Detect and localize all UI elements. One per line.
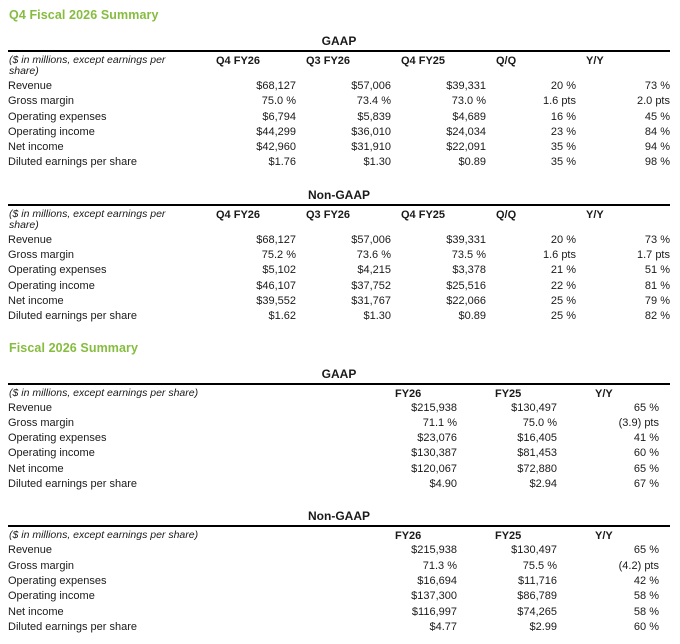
table-heading-non-gaap: Non-GAAP [308, 187, 370, 202]
cell-value: $25,516 [446, 279, 486, 292]
section-q4-fiscal-2026-summary [8, 8, 680, 325]
cell-value: 42 % [633, 574, 659, 587]
row-label: Operating income [8, 447, 95, 460]
cell-value: $86,789 [517, 590, 557, 603]
cell-value: $16,405 [517, 432, 557, 445]
row-label: Gross margin [8, 95, 75, 108]
column-header: FY26 [368, 384, 468, 401]
table-row [8, 294, 670, 309]
section-title-fiscal-2026: Fiscal 2026 Summary [9, 340, 139, 355]
cell-value: 1.6 pts [542, 249, 576, 262]
cell-value: $44,299 [256, 125, 296, 138]
cell-value: $2.99 [529, 620, 557, 633]
column-header: Q4 FY25 [391, 205, 486, 233]
cell-value: $1.30 [363, 156, 391, 169]
cell-value: $6,794 [262, 110, 296, 123]
table-row [8, 416, 670, 431]
cell-value: $215,938 [411, 544, 457, 557]
cell-value: 25 % [550, 294, 576, 307]
cell-value: 71.3 % [422, 559, 457, 572]
cell-value: 2.0 pts [636, 95, 670, 108]
cell-value: 41 % [633, 432, 659, 445]
cell-value: $22,091 [446, 141, 486, 154]
cell-value: $1.62 [268, 310, 296, 323]
column-header: Q/Q [486, 205, 576, 233]
cell-value: $137,300 [411, 590, 457, 603]
column-header: Q3 FY26 [296, 205, 391, 233]
column-header: Y/Y [576, 205, 670, 233]
cell-value: $23,076 [417, 432, 457, 445]
cell-value: 1.7 pts [636, 249, 670, 262]
cell-value: $4,689 [452, 110, 486, 123]
row-label: Operating income [8, 279, 95, 292]
cell-value: $31,767 [351, 294, 391, 307]
row-label: Revenue [8, 233, 53, 246]
table-row [8, 446, 670, 461]
cell-value: 20 % [550, 233, 576, 246]
table-heading-non-gaap: Non-GAAP [308, 509, 370, 524]
q4-gaap-table [8, 50, 670, 171]
fy-gaap-table [8, 383, 670, 493]
cell-value: 16 % [550, 110, 576, 123]
table-row [8, 140, 670, 155]
row-label: Operating income [8, 125, 95, 138]
cell-value: 84 % [644, 125, 670, 138]
row-label: Operating expenses [8, 574, 107, 587]
row-label: Gross margin [8, 249, 75, 262]
row-label: Net income [8, 462, 64, 475]
row-label: Operating expenses [8, 264, 107, 277]
table-row [8, 233, 670, 248]
column-header: FY25 [468, 384, 568, 401]
table-note: ($ in millions, except earnings per share) [8, 205, 206, 233]
table-block-fy-gaap [8, 367, 680, 493]
cell-value: 73.5 % [451, 249, 486, 262]
table-row [8, 574, 670, 589]
financial-summary-page [8, 8, 680, 635]
table-row [8, 155, 670, 170]
cell-value: $22,066 [446, 294, 486, 307]
cell-value: 79 % [644, 294, 670, 307]
cell-value: $0.89 [458, 310, 486, 323]
cell-value: 94 % [644, 141, 670, 154]
cell-value: $39,331 [446, 80, 486, 92]
cell-value: $5,102 [262, 264, 296, 277]
row-label: Diluted earnings per share [8, 310, 138, 323]
row-label: Gross margin [8, 416, 75, 429]
cell-value: $5,839 [357, 110, 391, 123]
cell-value: 60 % [633, 620, 659, 633]
cell-value: 58 % [633, 605, 659, 618]
column-header: Q4 FY26 [206, 51, 296, 79]
column-header: Y/Y [568, 526, 670, 543]
row-label: Revenue [8, 401, 53, 414]
table-heading-gaap: GAAP [321, 366, 357, 381]
cell-value: $42,960 [256, 141, 296, 154]
cell-value: 73 % [644, 233, 670, 246]
cell-value: $215,938 [411, 401, 457, 414]
cell-value: $36,010 [351, 125, 391, 138]
cell-value: $130,387 [411, 447, 457, 460]
cell-value: $24,034 [446, 125, 486, 138]
fy-non-gaap-table [8, 525, 670, 635]
cell-value: 21 % [550, 264, 576, 277]
cell-value: $68,127 [256, 80, 296, 92]
cell-value: 73 % [644, 80, 670, 92]
q4-non-gaap-table [8, 204, 670, 325]
cell-value: 35 % [550, 141, 576, 154]
cell-value: 45 % [644, 110, 670, 123]
cell-value: $68,127 [256, 233, 296, 246]
row-label: Net income [8, 141, 64, 154]
cell-value: (4.2) pts [618, 559, 659, 572]
table-header-row [8, 526, 670, 543]
cell-value: 20 % [550, 80, 576, 92]
table-row [8, 559, 670, 574]
table-row [8, 620, 670, 635]
cell-value: $46,107 [256, 279, 296, 292]
cell-value: 22 % [550, 279, 576, 292]
cell-value: $4.77 [429, 620, 457, 633]
column-header: Y/Y [576, 51, 670, 79]
table-row [8, 309, 670, 324]
cell-value: 75.0 % [522, 416, 557, 429]
cell-value: 71.1 % [422, 416, 457, 429]
cell-value: 81 % [644, 279, 670, 292]
table-row [8, 462, 670, 477]
cell-value: 65 % [633, 544, 659, 557]
section-fiscal-2026-summary [8, 341, 680, 636]
table-heading-gaap: GAAP [321, 34, 357, 48]
row-label: Net income [8, 294, 64, 307]
cell-value: 75.2 % [261, 249, 296, 262]
table-row [8, 79, 670, 94]
table-row [8, 477, 670, 492]
cell-value: $4.90 [429, 478, 457, 491]
row-label: Diluted earnings per share [8, 620, 138, 633]
table-row [8, 263, 670, 278]
cell-value: $116,997 [411, 605, 457, 618]
cell-value: $4,215 [357, 264, 391, 277]
table-note: ($ in millions, except earnings per share) [8, 526, 368, 543]
table-row [8, 589, 670, 604]
cell-value: $3,378 [452, 264, 486, 277]
row-label: Diluted earnings per share [8, 156, 138, 169]
table-header-row [8, 205, 670, 233]
table-row [8, 110, 670, 125]
cell-value: $37,752 [351, 279, 391, 292]
cell-value: $39,552 [256, 294, 296, 307]
cell-value: $16,694 [417, 574, 457, 587]
cell-value: $120,067 [411, 462, 457, 475]
cell-value: $130,497 [511, 544, 557, 557]
cell-value: $81,453 [517, 447, 557, 460]
section-title-q4-fiscal-2026: Q4 Fiscal 2026 Summary [9, 8, 159, 22]
cell-value: $39,331 [446, 233, 486, 246]
cell-value: 23 % [550, 125, 576, 138]
cell-value: 65 % [633, 462, 659, 475]
table-row [8, 248, 670, 263]
cell-value: 73.4 % [356, 95, 391, 108]
row-label: Gross margin [8, 559, 75, 572]
row-label: Operating expenses [8, 432, 107, 445]
cell-value: $57,006 [351, 80, 391, 92]
column-header: Q4 FY25 [391, 51, 486, 79]
cell-value: 75.5 % [522, 559, 557, 572]
row-label: Operating income [8, 590, 95, 603]
cell-value: 58 % [633, 590, 659, 603]
table-row [8, 605, 670, 620]
cell-value: 25 % [550, 310, 576, 323]
cell-value: 67 % [633, 478, 659, 491]
cell-value: $57,006 [351, 233, 391, 246]
cell-value: $1.76 [268, 156, 296, 169]
table-header-row [8, 384, 670, 401]
table-block-q4-gaap [8, 34, 680, 171]
table-block-q4-non-gaap [8, 188, 680, 325]
cell-value: 60 % [633, 447, 659, 460]
table-row [8, 431, 670, 446]
row-label: Diluted earnings per share [8, 478, 138, 491]
table-row [8, 279, 670, 294]
cell-value: $74,265 [517, 605, 557, 618]
table-row [8, 543, 670, 558]
cell-value: $11,716 [518, 574, 557, 587]
cell-value: 65 % [633, 401, 659, 414]
column-header: Y/Y [568, 384, 670, 401]
row-label: Revenue [8, 544, 53, 557]
cell-value: 35 % [550, 156, 576, 169]
table-row [8, 94, 670, 109]
column-header: FY25 [468, 526, 568, 543]
column-header: Q3 FY26 [296, 51, 391, 79]
cell-value: $1.30 [363, 310, 391, 323]
column-header: FY26 [368, 526, 468, 543]
column-header: Q4 FY26 [206, 205, 296, 233]
cell-value: 82 % [644, 310, 670, 323]
cell-value: $31,910 [351, 141, 391, 154]
table-note: ($ in millions, except earnings per share) [8, 51, 206, 79]
row-label: Operating expenses [8, 110, 107, 123]
table-row [8, 401, 670, 416]
cell-value: $72,880 [517, 462, 557, 475]
cell-value: 1.6 pts [542, 95, 576, 108]
cell-value: 73.0 % [451, 95, 486, 108]
table-header-row [8, 51, 670, 79]
column-header: Q/Q [486, 51, 576, 79]
cell-value: 98 % [644, 156, 670, 169]
cell-value: 73.6 % [356, 249, 391, 262]
cell-value: 75.0 % [261, 95, 296, 108]
table-note: ($ in millions, except earnings per share) [8, 384, 368, 401]
table-block-fy-non-gaap [8, 509, 680, 635]
cell-value: $0.89 [458, 156, 486, 169]
row-label: Net income [8, 605, 64, 618]
cell-value: (3.9) pts [618, 416, 659, 429]
cell-value: 51 % [644, 264, 670, 277]
table-row [8, 125, 670, 140]
cell-value: $130,497 [511, 401, 557, 414]
row-label: Revenue [8, 80, 53, 92]
cell-value: $2.94 [529, 478, 557, 491]
